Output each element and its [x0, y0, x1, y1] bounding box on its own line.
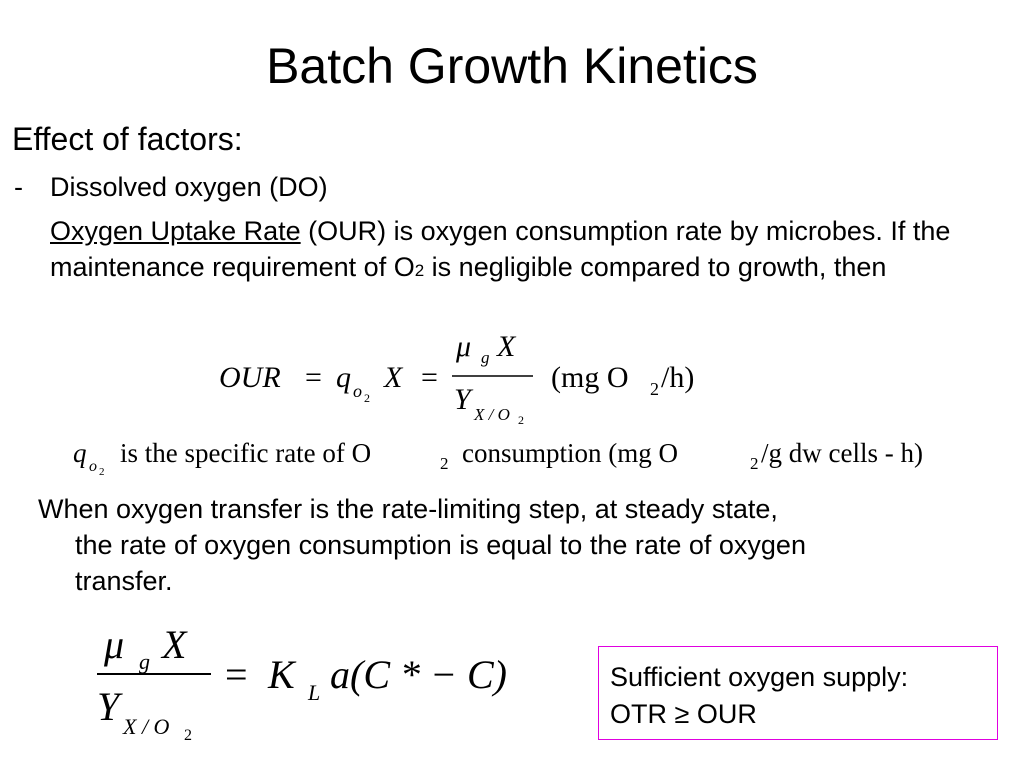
eq1-x: X — [384, 361, 403, 394]
our-equation — [0, 318, 1024, 434]
eq2-mu: μ — [104, 622, 125, 667]
eq1-q-sub: o — [353, 381, 362, 401]
def-q-sub: o — [89, 458, 97, 475]
eq1-units-sub: 2 — [650, 379, 659, 399]
sufficient-oxygen-callout — [598, 646, 998, 740]
eq1-x-num: X — [497, 330, 516, 363]
otr-our-equation — [0, 606, 590, 756]
slide-title: Batch Growth Kinetics — [266, 38, 758, 94]
eq1-y: Y — [454, 383, 471, 416]
eq1-y-subsub: 2 — [518, 413, 524, 427]
eq2-x: X — [162, 622, 187, 667]
eq1-q-subsub: 2 — [364, 391, 370, 405]
bullet-marker: - — [14, 172, 23, 202]
transfer-line-1: When oxygen transfer is the rate-limiting step, at steady state, — [38, 494, 778, 524]
def-text: is the specific rate of O — [120, 438, 372, 468]
eq2-rhs: a(C * − C) — [330, 652, 507, 697]
our-definition-text: (OUR) is oxygen consumption rate by microbes. If the maintenance requirement of O — [50, 216, 951, 282]
our-term: Oxygen Uptake Rate — [50, 216, 301, 246]
our-definition-paragraph — [50, 213, 990, 289]
eq1-mu: μ — [456, 330, 472, 363]
def-q-subsub: 2 — [99, 466, 105, 478]
qo2-definition — [0, 432, 1024, 482]
callout-line-2: OTR ≥ OUR — [610, 699, 757, 729]
eq1-q: q — [336, 361, 351, 394]
def-q: q — [73, 438, 87, 468]
eq2-k: K — [268, 652, 295, 697]
transfer-line-3: transfer. — [75, 566, 173, 596]
def-text-end: consumption (mg O — [462, 438, 678, 468]
eq2-equals: = — [225, 652, 248, 697]
eq1-mu-sub: g — [481, 348, 490, 367]
section-heading: Effect of factors: — [12, 121, 243, 157]
eq1-units: (mg O — [551, 361, 629, 394]
eq1-equals-2: = — [421, 361, 438, 394]
def-units-end: /g dw cells - h) — [761, 438, 923, 468]
eq1-equals-1: = — [305, 361, 322, 394]
o2-subscript: 2 — [414, 261, 425, 280]
transfer-line-2: the rate of oxygen consumption is equal to the rate of oxygen — [75, 530, 806, 560]
def-text-sub: 2 — [440, 454, 449, 473]
bullet-dissolved-oxygen: Dissolved oxygen (DO) — [50, 172, 328, 202]
eq2-y-subsub: 2 — [184, 727, 192, 744]
eq1-lhs: OUR — [219, 361, 281, 394]
oxygen-transfer-paragraph — [38, 491, 1013, 599]
eq1-units-end: /h) — [661, 361, 695, 394]
def-units-sub: 2 — [750, 454, 759, 473]
eq2-mu-sub: g — [139, 649, 150, 674]
eq2-y-sub: X / O — [123, 714, 170, 739]
our-condition-text: is negligible compared to growth, then — [424, 252, 887, 282]
eq2-y: Y — [97, 684, 120, 729]
eq1-y-sub: X / O — [474, 405, 510, 424]
callout-line-1: Sufficient oxygen supply: — [610, 662, 909, 692]
eq2-k-sub: L — [308, 680, 321, 705]
